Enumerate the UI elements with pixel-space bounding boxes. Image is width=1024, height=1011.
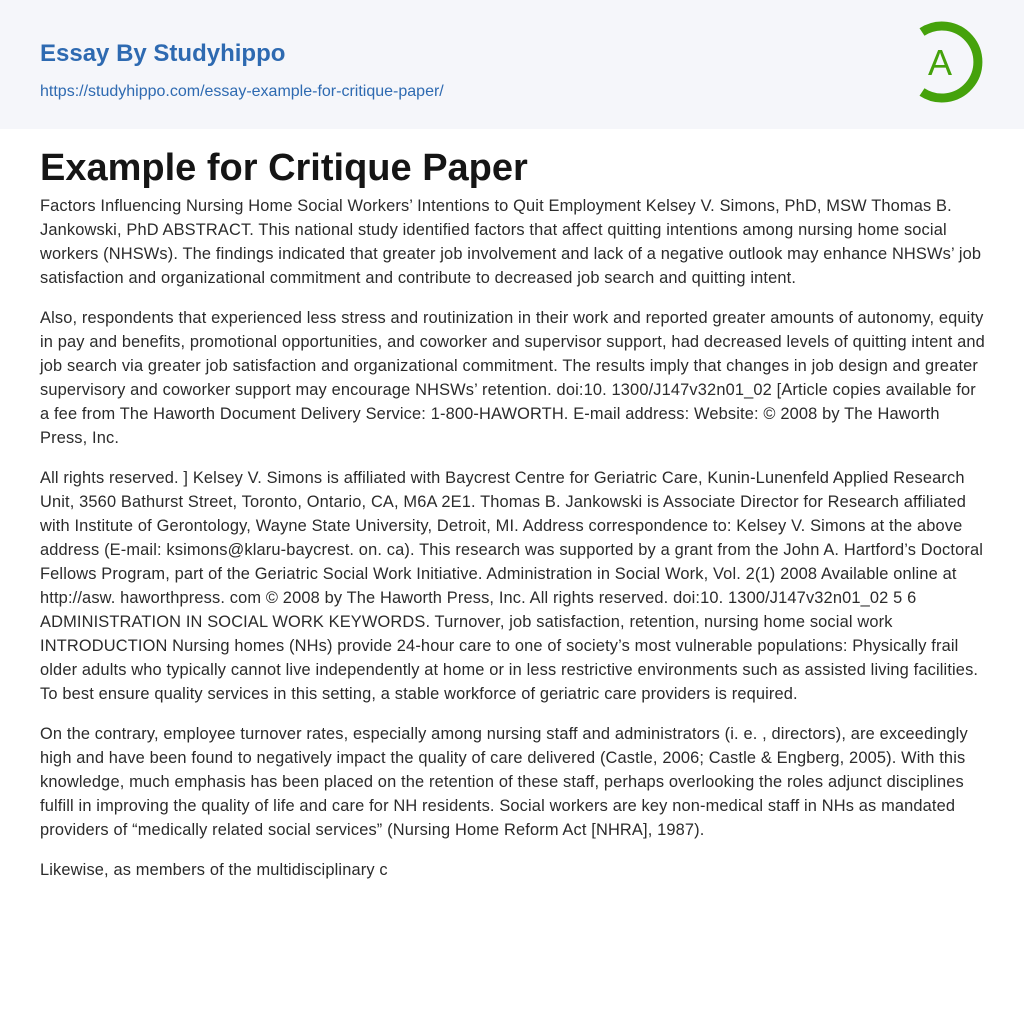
logo-letter: A — [927, 42, 953, 83]
studyhippo-logo-icon[interactable] — [912, 19, 986, 105]
paragraph: Also, respondents that experienced less stress and routinization in their work and reported greater amounts of autonomy, equity in pay and benefits, promotional opportunities, and coworker and supervisor support, had decreased levels of quitting intent and job search via greater job satisfaction and organizational commitment. The results imply that changes in job design and greater supervisory and coworker support may encourage NHSWs’ retention. doi:10. 1300/J147v32n01_02 [Article copies available for a fee from The Haworth Document Delivery Service: 1-800-HAWORTH. E-mail address: Website: © 2008 by The Haworth Press, Inc. — [40, 309, 985, 447]
paragraph: All rights reserved. ] Kelsey V. Simons is affiliated with Baycrest Centre for Geriatric Care, Kunin-Lunenfeld Applied Research Unit, 3560 Bathurst Street, Toronto, Ontario, CA, M6A 2E1. Thomas B. Jankowski is Associate Director for Research affiliated with Institute of Gerontology, Wayne State University, Detroit, MI. Address correspondence to: Kelsey V. Simons at the above address (E-mail: ksimons@klaru-baycrest. on. ca). This research was supported by a grant from the John A. Hartford’s Doctoral Fellows Program, part of the Geriatric Social Work Initiative. Administration in Social Work, Vol. 2(1) 2008 Available online at http://asw. haworthpress. com © 2008 by The Haworth Press, Inc. All rights reserved. doi:10. 1300/J147v32n01_02 5 6 ADMINISTRATION IN SOCIAL WORK KEYWORDS. Turnover, job satisfaction, retention, nursing home social work INTRODUCTION Nursing homes (NHs) provide 24-hour care to one of society’s most vulnerable populations: Physically frail older adults who typically cannot live independently at home or in less restrictive environments such as assisted living facilities. To best ensure quality services in this setting, a stable workforce of geriatric care providers is required. — [40, 469, 984, 703]
paragraph: Likewise, as members of the multidisciplinary c — [40, 861, 388, 879]
essay-url-link[interactable]: https://studyhippo.com/essay-example-for-critique-paper/ — [40, 83, 444, 100]
page-title: Example for Critique Paper — [40, 147, 528, 189]
paragraph: Factors Influencing Nursing Home Social Workers’ Intentions to Quit Employment Kelsey V. Simons, PhD, MSW Thomas B. Jankowski, PhD ABSTRACT. This national study identified factors that affect quitting intentions among nursing home social workers (NHSWs). The findings indicated that greater job involvement and lack of a negative outlook may enhance NHSWs’ job satisfaction and organizational commitment and contribute to decreased job search and quitting intent. — [40, 197, 982, 287]
paragraph: On the contrary, employee turnover rates, especially among nursing staff and administrators (i. e. , directors), are exceedingly high and have been found to negatively impact the quality of care delivered (Castle, 2006; Castle & Engberg, 2005). With this knowledge, much emphasis has been placed on the retention of these staff, perhaps overlooking the roles adjunct disciplines fulfill in improving the quality of life and care for NH residents. Social workers are key non-medical staff in NHs as mandated providers of “medically related social services” (Nursing Home Reform Act [NHRA], 1987). — [40, 725, 968, 839]
brand-title[interactable]: Essay By Studyhippo — [40, 40, 286, 67]
essay-body — [40, 194, 988, 898]
